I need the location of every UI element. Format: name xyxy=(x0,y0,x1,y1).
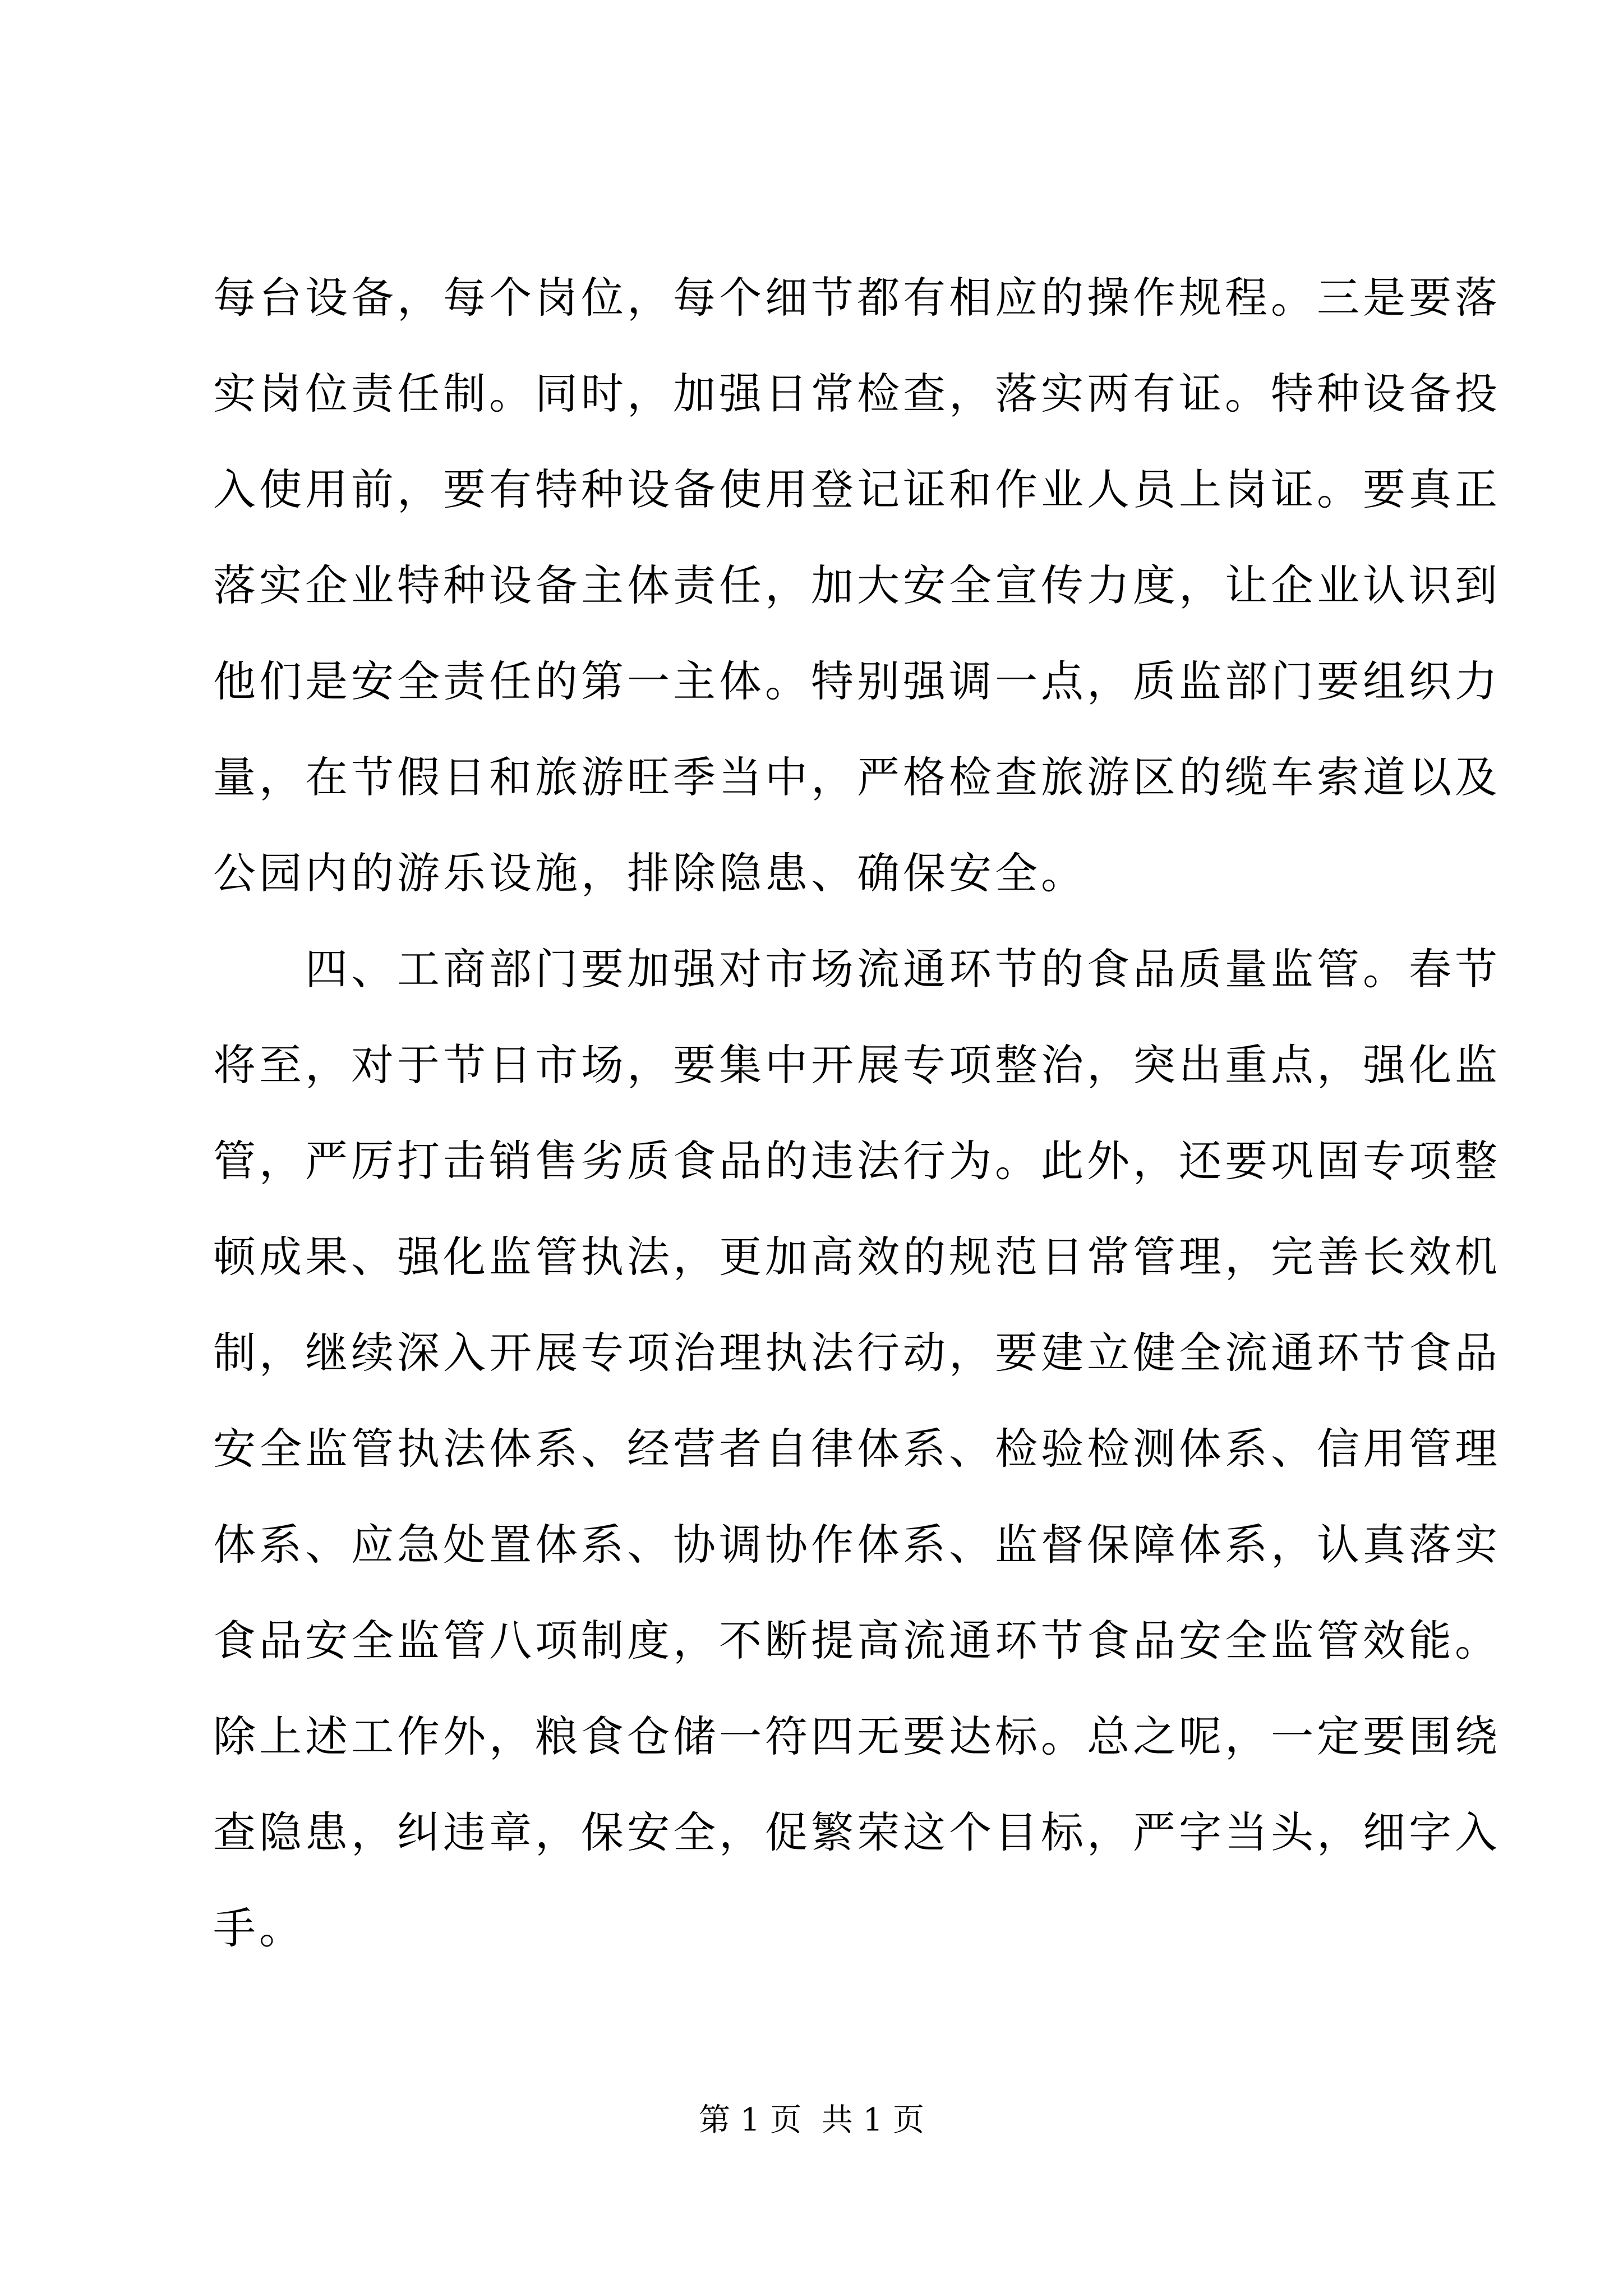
text-line: 实岗位责任制。同时，加强日常检查，落实两有证。特种设备投 xyxy=(213,369,1501,418)
text-line: 入使用前，要有特种设备使用登记证和作业人员上岗证。要真正 xyxy=(213,464,1501,514)
text-line: 制，继续深入开展专项治理执法行动，要建立健全流通环节食品 xyxy=(213,1328,1501,1378)
text-line: 管，严厉打击销售劣质食品的违法行为。此外，还要巩固专项整 xyxy=(213,1136,1501,1186)
text-line: 手。 xyxy=(213,1903,305,1953)
document-body xyxy=(213,250,1501,1976)
text-line: 他们是安全责任的第一主体。特别强调一点，质监部门要组织力 xyxy=(213,656,1501,706)
text-line: 落实企业特种设备主体责任，加大安全宣传力度，让企业认识到 xyxy=(213,560,1501,610)
text-line: 量，在节假日和旅游旺季当中，严格检查旅游区的缆车索道以及 xyxy=(213,752,1501,802)
text-line: 除上述工作外，粮食仓储一符四无要达标。总之呢，一定要围绕 xyxy=(213,1711,1501,1761)
text-line: 四、工商部门要加强对市场流通环节的食品质量监管。春节 xyxy=(213,944,1501,994)
text-line: 将至，对于节日市场，要集中开展专项整治，突出重点，强化监 xyxy=(213,1040,1501,1090)
text-line: 顿成果、强化监管执法，更加高效的规范日常管理，完善长效机 xyxy=(213,1232,1501,1282)
text-line: 安全监管执法体系、经营者自律体系、检验检测体系、信用管理 xyxy=(213,1424,1501,1474)
page-footer: 第 1 页 共 1 页 xyxy=(698,2102,925,2138)
text-line: 体系、应急处置体系、协调协作体系、监督保障体系，认真落实 xyxy=(213,1520,1501,1570)
text-line: 食品安全监管八项制度，不断提高流通环节食品安全监管效能。 xyxy=(213,1616,1501,1665)
text-line: 公园内的游乐设施，排除隐患、确保安全。 xyxy=(213,848,1087,898)
text-line: 查隐患，纠违章，保安全，促繁荣这个目标，严字当头，细字入 xyxy=(213,1807,1501,1857)
text-line: 每台设备，每个岗位，每个细节都有相应的操作规程。三是要落 xyxy=(213,273,1501,323)
